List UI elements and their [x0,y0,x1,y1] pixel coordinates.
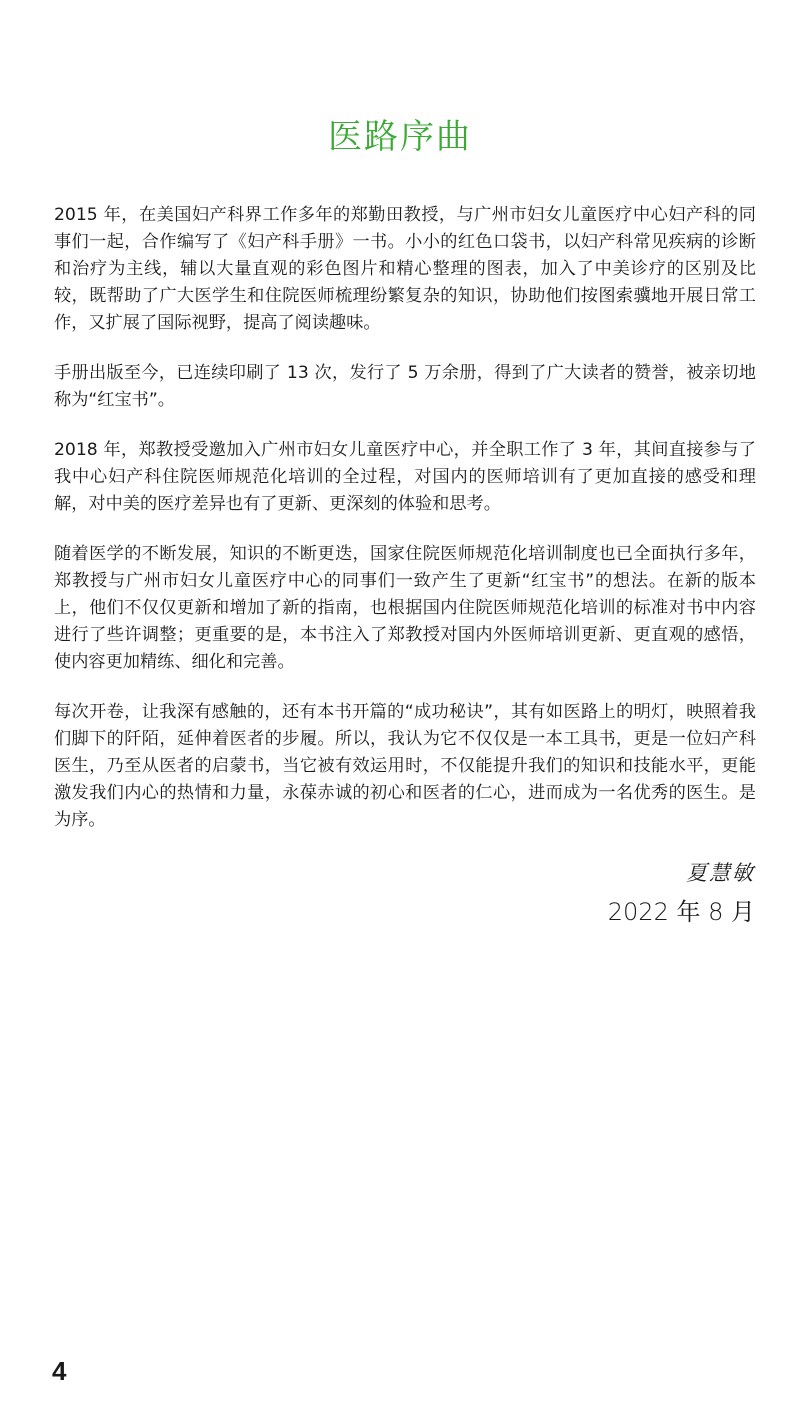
author-name: 夏慧敏 [686,861,755,885]
page-title: 医路序曲 [328,117,472,157]
paragraph: 随着医学的不断发展，知识的不断更迭，国家住院医师规范化培训制度也已全面执行多年，郑教授与广州市妇女儿童医疗中心的同事们一致产生了更新“红宝书”的想法。在新的版本上，他们不仅仅更新和增加了新的指南，也根据国内住院医师规范化培训的标准对书中内容进行了些许调整；更重要的是，本书注入了郑教授对国内外医师培训更新、更直观的感悟，使内容更加精练、细化和完善。 [54,544,756,672]
page-number: 4 [52,1356,67,1386]
paragraph: 每次开卷，让我深有感触的，还有本书开篇的“成功秘诀”，其有如医路上的明灯，映照着我们脚下的阡陌，延伸着医者的步履。所以，我认为它不仅仅是一本工具书，更是一位妇产科医生，乃至从医者的启蒙书，当它被有效运用时，不仅能提升我们的知识和技能水平，更能激发我们内心的热情和力量，永葆赤诚的初心和医者的仁心，进而成为一名优秀的医生。是为序。 [54,702,756,830]
paragraph: 2018 年，郑教授受邀加入广州市妇女儿童医疗中心，并全职工作了 3 年，其间直接参与了我中心妇产科住院医师规范化培训的全过程，对国内的医师培训有了更加直接的感受和理解，对中美的医疗差异也有了更新、更深刻的体验和思考。 [54,440,756,514]
paragraph: 2015 年，在美国妇产科界工作多年的郑勤田教授，与广州市妇女儿童医疗中心妇产科的同事们一起，合作编写了《妇产科手册》一书。小小的红色口袋书，以妇产科常见疾病的诊断和治疗为主线，辅以大量直观的彩色图片和精心整理的图表，加入了中美诊疗的区别及比较，既帮助了广大医学生和住院医师梳理纷繁复杂的知识，协助他们按图索骥地开展日常工作，又扩展了国际视野，提高了阅读趣味。 [54,205,756,333]
signature-date: 2022 年 8 月 [607,898,755,926]
paragraph: 手册出版至今，已连续印刷了 13 次，发行了 5 万余册，得到了广大读者的赞誉，被亲切地称为“红宝书”。 [54,363,756,410]
signature-block [608,854,755,932]
preface-body [54,202,756,857]
